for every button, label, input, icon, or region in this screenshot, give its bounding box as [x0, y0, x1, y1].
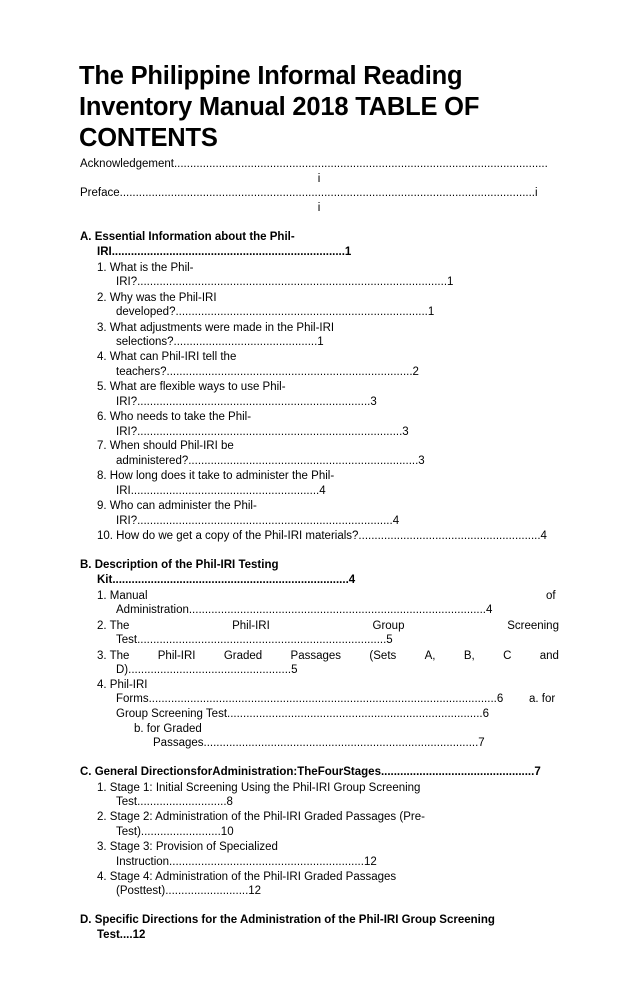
- toc-entry-cont: Test..............................................................................5: [116, 634, 393, 646]
- section-d-heading-cont: Test....12: [97, 929, 146, 941]
- toc-entry-cont: Forms.............................................................................................................6: [116, 693, 504, 705]
- toc-preface: Preface..................................................................................................................................i: [80, 187, 538, 199]
- toc-word: Phil-IRI: [232, 620, 270, 632]
- toc-subentry: a. for: [529, 693, 556, 705]
- toc-word: Phil-IRI: [157, 650, 196, 662]
- toc-word: B,: [463, 650, 475, 662]
- toc-entry-cont: IRI?.................................................................................................1: [116, 276, 454, 288]
- toc-entry: 10. How do we get a copy of the Phil-IRI materials?.........................................................4: [97, 530, 547, 542]
- toc-entry: 1. Manual: [97, 590, 148, 602]
- toc-entry-cont: IRI...........................................................4: [116, 485, 326, 497]
- toc-word: Passages: [290, 650, 342, 662]
- toc-entry: 4. Phil-IRI: [97, 679, 148, 691]
- toc-entry-cont: teachers?.............................................................................2: [116, 366, 419, 378]
- section-c-heading: C. General DirectionsforAdministration:TheFourStages................................................7: [80, 766, 541, 778]
- toc-entry: 6. Who needs to take the Phil-: [97, 411, 252, 423]
- toc-entry-cont: Test).........................10: [116, 826, 234, 838]
- toc-entry-word: of: [546, 590, 556, 602]
- toc-entry: 8. How long does it take to administer the Phil-: [97, 470, 335, 482]
- toc-entry-cont: IRI?................................................................................4: [116, 515, 400, 527]
- page-title: The Philippine Informal Reading Inventory Manual 2018 TABLE OF CONTENTS: [79, 62, 480, 152]
- toc-entry-cont: IRI?.........................................................................3: [116, 396, 377, 408]
- toc-word: Screening: [507, 620, 559, 632]
- toc-entry-cont: Administration.............................................................................................4: [116, 604, 493, 616]
- toc-word: and: [539, 650, 559, 662]
- toc-word: 3. The: [97, 650, 130, 662]
- toc-entry-cont: Instruction.............................................................12: [116, 856, 377, 868]
- toc-word: 2. The: [97, 620, 130, 632]
- toc-entry-cont: D)...................................................5: [116, 664, 298, 676]
- section-d-heading: D. Specific Directions for the Administration of the Phil-IRI Group Screening: [80, 914, 495, 926]
- section-a-heading-cont: IRI.........................................................................1: [97, 246, 352, 258]
- toc-entry: 7. When should Phil-IRI be: [97, 440, 234, 452]
- section-b-heading-cont: Kit..........................................................................4: [97, 574, 356, 586]
- toc-entry: 5. What are flexible ways to use Phil-: [97, 381, 286, 393]
- toc-subentry-cont: Passages......................................................................................7: [153, 737, 485, 749]
- toc-entry: 9. Who can administer the Phil-: [97, 500, 257, 512]
- section-a-heading: A. Essential Information about the Phil-: [80, 231, 295, 243]
- toc-entry: 1. Stage 1: Initial Screening Using the Phil-IRI Group Screening: [97, 782, 421, 794]
- toc-entry: 2. Stage 2: Administration of the Phil-IRI Graded Passages (Pre-: [97, 811, 425, 823]
- toc-entry-cont: developed?...............................................................................1: [116, 306, 435, 318]
- toc-entry-cont: administered?........................................................................3: [116, 455, 425, 467]
- toc-entry-cont: Group Screening Test................................................................................6: [116, 708, 490, 720]
- toc-word: C: [503, 650, 512, 662]
- toc-word: (Sets: [369, 650, 397, 662]
- toc-entry: 3. What adjustments were made in the Phil-IRI: [97, 322, 335, 334]
- toc-entry-cont: selections?.............................................1: [116, 336, 324, 348]
- toc-entry: 4. Stage 4: Administration of the Phil-IRI Graded Passages: [97, 871, 397, 883]
- toc-entry: 4. What can Phil-IRI tell the: [97, 351, 237, 363]
- toc-word: Group: [372, 620, 405, 632]
- toc-entry-cont: (Posttest)..........................12: [116, 885, 262, 897]
- toc-entry-justified: [97, 649, 559, 663]
- section-b-heading: B. Description of the Phil-IRI Testing: [80, 559, 279, 571]
- toc-entry: 3. Stage 3: Provision of Specialized: [97, 841, 278, 853]
- toc-entry-cont: Test............................8: [116, 796, 233, 808]
- toc-word: A,: [424, 650, 436, 662]
- toc-word: Graded: [223, 650, 263, 662]
- toc-entry-justified: [97, 619, 559, 633]
- toc-preface-page: i: [317, 202, 321, 214]
- toc-acknowledgement-page: i: [317, 173, 321, 185]
- toc-entry: 2. Why was the Phil-IRI: [97, 292, 217, 304]
- toc-entry-cont: IRI?...................................................................................3: [116, 426, 409, 438]
- toc-acknowledgement: Acknowledgement.....................................................................................................................: [80, 158, 548, 170]
- toc-subentry: b. for Graded: [134, 723, 202, 735]
- toc-entry: 1. What is the Phil-: [97, 262, 194, 274]
